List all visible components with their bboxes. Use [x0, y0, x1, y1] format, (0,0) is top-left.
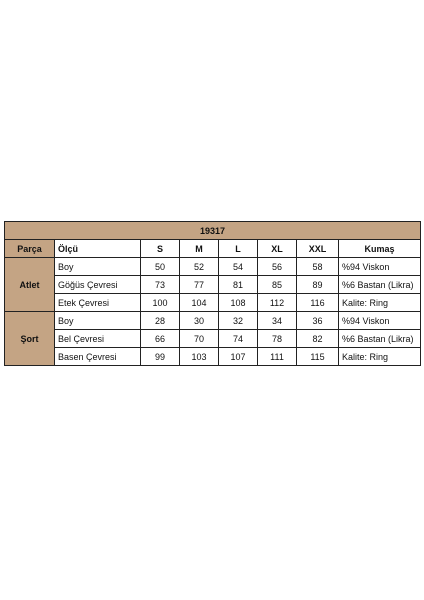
size-value: 70 — [180, 330, 219, 348]
header-size-l: L — [219, 240, 258, 258]
size-value: 50 — [141, 258, 180, 276]
size-value: 89 — [297, 276, 339, 294]
size-value: 104 — [180, 294, 219, 312]
part-atlet: Atlet — [5, 258, 55, 312]
measure-label: Boy — [55, 258, 141, 276]
size-value: 54 — [219, 258, 258, 276]
size-value: 108 — [219, 294, 258, 312]
product-code: 19317 — [5, 222, 421, 240]
table-row — [5, 258, 421, 276]
table-row — [5, 312, 421, 330]
size-value: 81 — [219, 276, 258, 294]
size-value: 74 — [219, 330, 258, 348]
measure-label: Bel Çevresi — [55, 330, 141, 348]
size-value: 66 — [141, 330, 180, 348]
header-size-s: S — [141, 240, 180, 258]
size-value: 28 — [141, 312, 180, 330]
size-value: 107 — [219, 348, 258, 366]
size-value: 112 — [258, 294, 297, 312]
header-size-xl: XL — [258, 240, 297, 258]
size-value: 115 — [297, 348, 339, 366]
size-value: 82 — [297, 330, 339, 348]
size-chart-table — [4, 221, 421, 366]
header-measure: Ölçü — [55, 240, 141, 258]
size-value: 85 — [258, 276, 297, 294]
size-value: 73 — [141, 276, 180, 294]
size-value: 36 — [297, 312, 339, 330]
header-row — [5, 240, 421, 258]
part-sort: Şort — [5, 312, 55, 366]
fabric-info: %6 Bastan (Likra) — [339, 276, 421, 294]
measure-label: Göğüs Çevresi — [55, 276, 141, 294]
table-row — [5, 330, 421, 348]
fabric-info: %94 Viskon — [339, 258, 421, 276]
size-value: 52 — [180, 258, 219, 276]
table-row — [5, 294, 421, 312]
fabric-info: %94 Viskon — [339, 312, 421, 330]
fabric-info: %6 Bastan (Likra) — [339, 330, 421, 348]
size-value: 34 — [258, 312, 297, 330]
size-value: 103 — [180, 348, 219, 366]
size-value: 77 — [180, 276, 219, 294]
size-value: 30 — [180, 312, 219, 330]
size-value: 58 — [297, 258, 339, 276]
size-value: 111 — [258, 348, 297, 366]
size-value: 100 — [141, 294, 180, 312]
header-size-m: M — [180, 240, 219, 258]
fabric-info: Kalite: Ring — [339, 348, 421, 366]
header-fabric: Kumaş — [339, 240, 421, 258]
fabric-info: Kalite: Ring — [339, 294, 421, 312]
size-value: 99 — [141, 348, 180, 366]
header-size-xxl: XXL — [297, 240, 339, 258]
measure-label: Basen Çevresi — [55, 348, 141, 366]
title-row — [5, 222, 421, 240]
size-value: 56 — [258, 258, 297, 276]
table-row — [5, 348, 421, 366]
header-part: Parça — [5, 240, 55, 258]
table-row — [5, 276, 421, 294]
size-value: 32 — [219, 312, 258, 330]
measure-label: Boy — [55, 312, 141, 330]
measure-label: Etek Çevresi — [55, 294, 141, 312]
size-value: 116 — [297, 294, 339, 312]
size-value: 78 — [258, 330, 297, 348]
